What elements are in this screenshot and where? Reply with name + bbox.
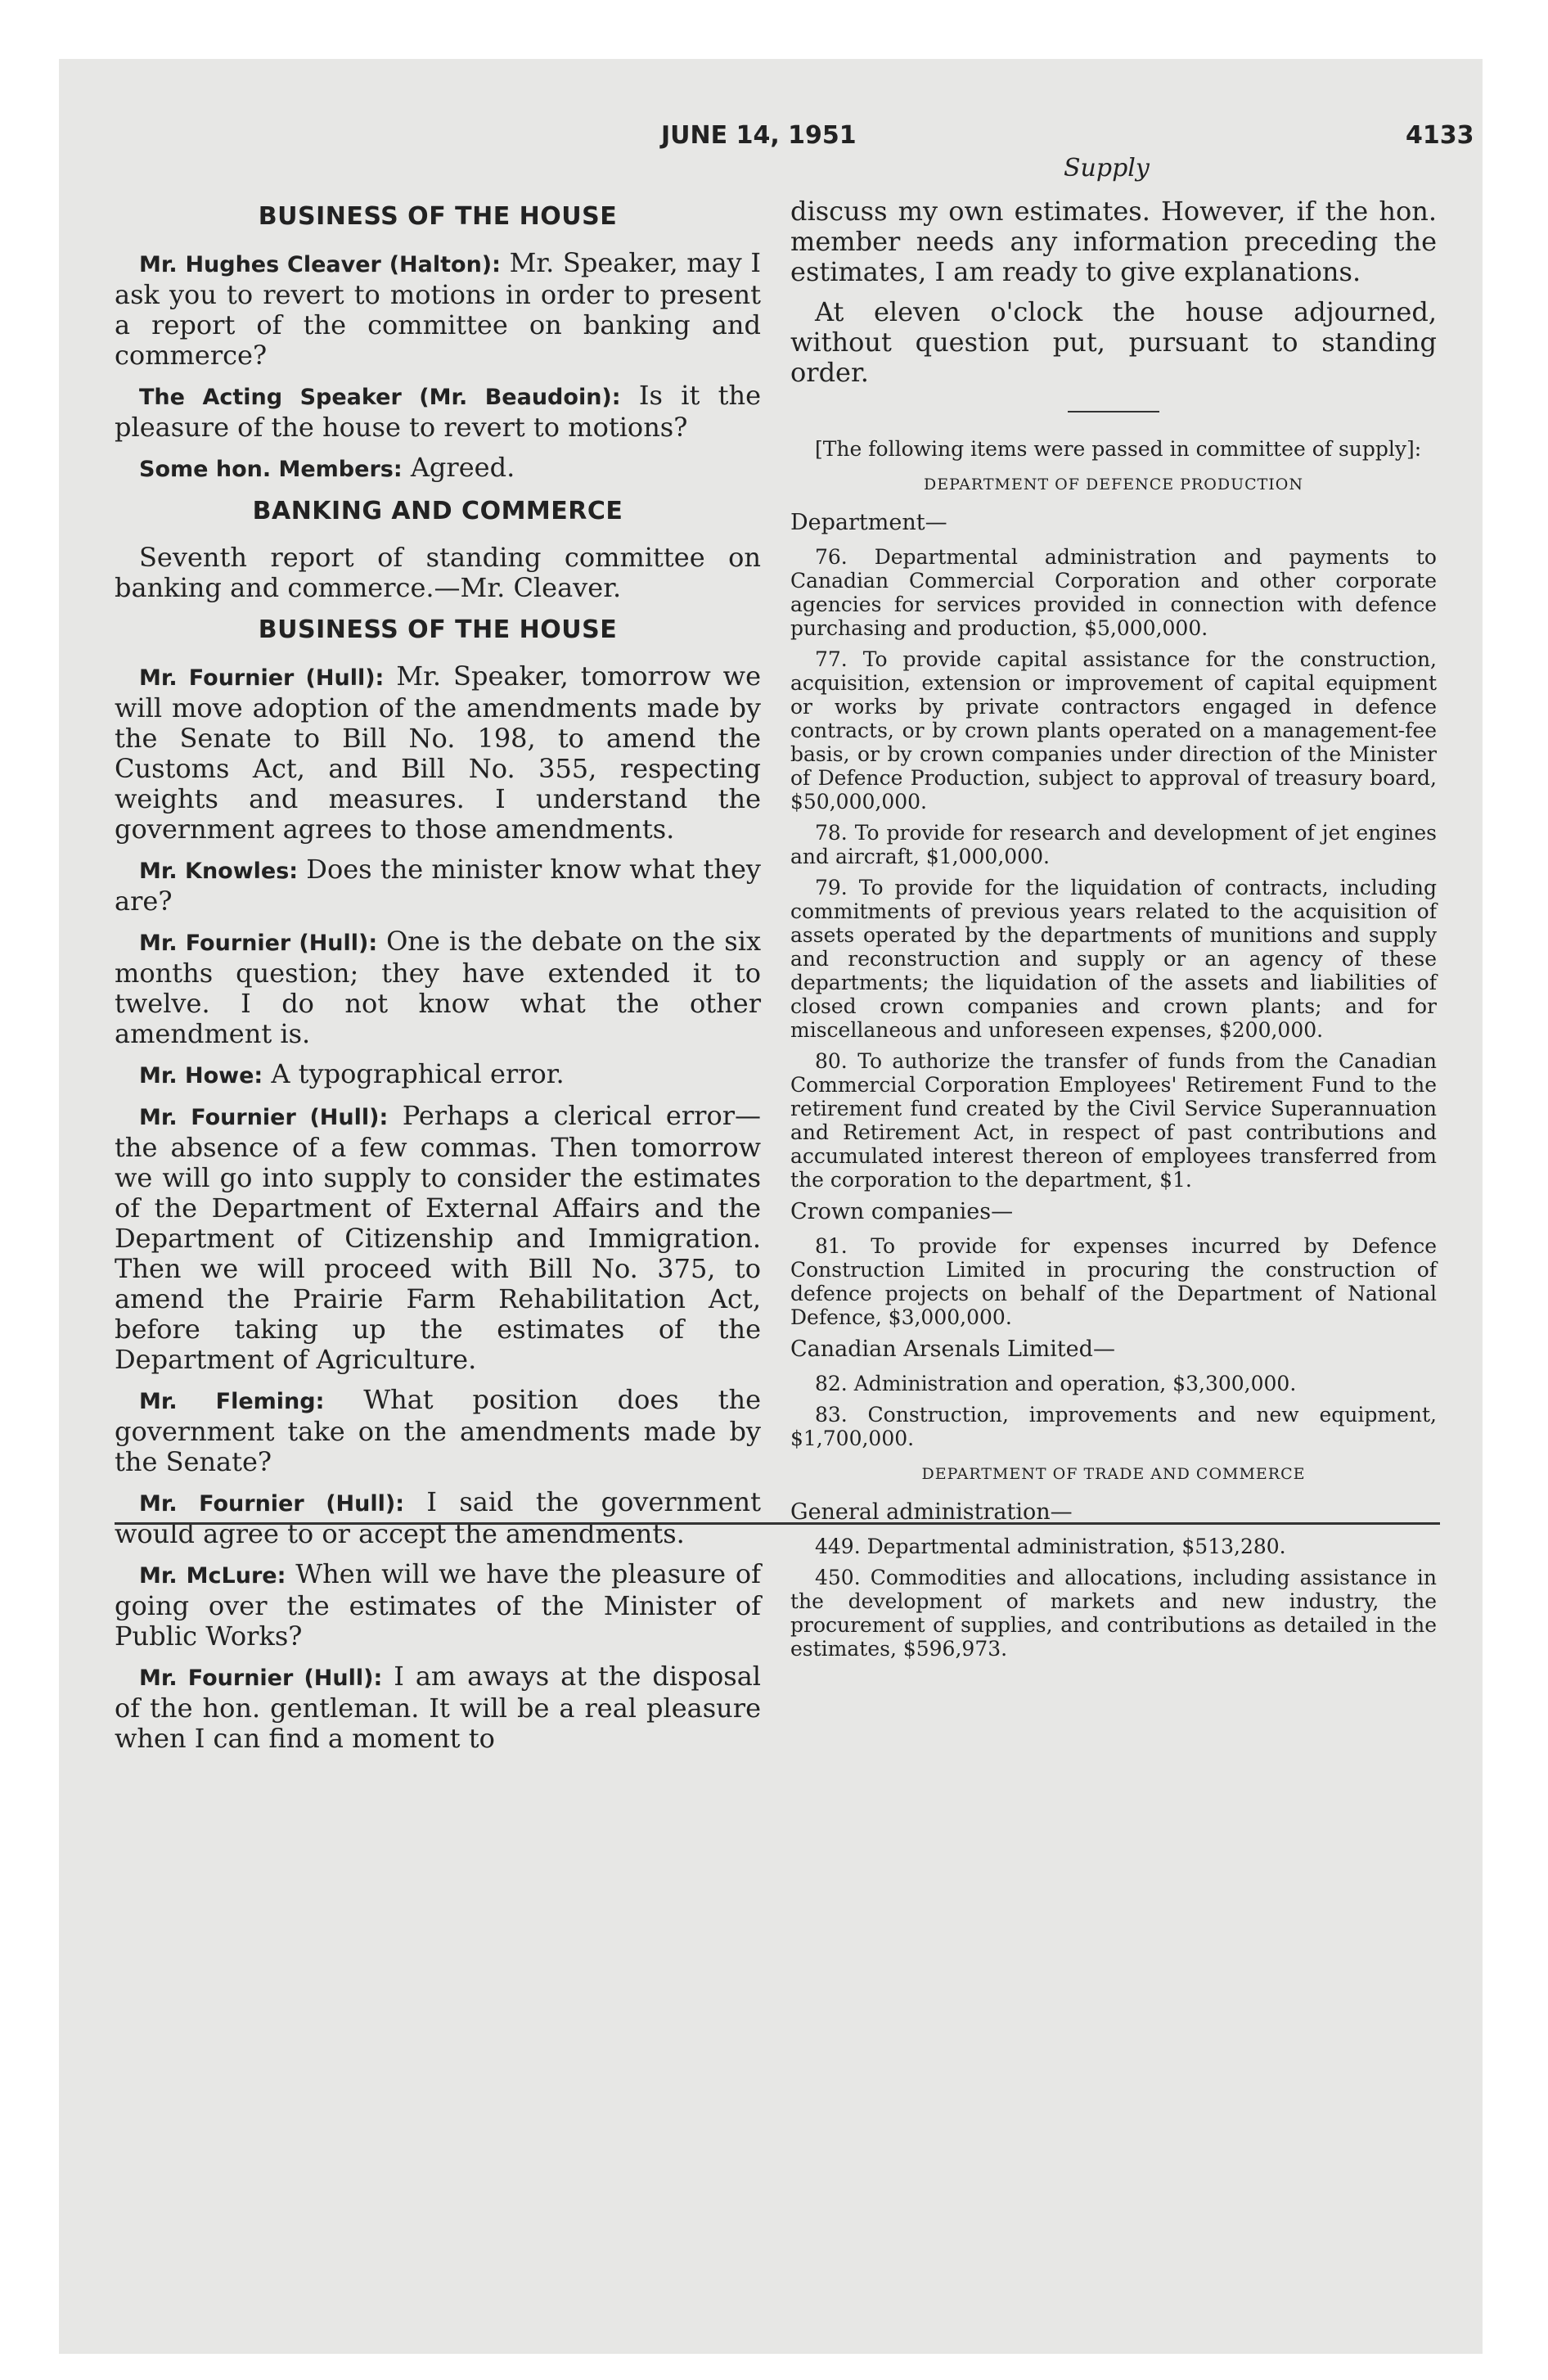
subheading-general-administration: General administration— (790, 1499, 1073, 1525)
subheading-department: Department— (790, 510, 947, 535)
committee-note: [The following items were passed in committee of supply]: (815, 437, 1422, 461)
speech-text: Perhaps a clerical error—the absence of a few commas. Then tomorrow we will go into supply to consider the estimates of the Department of External Affairs and the Department of Citizenship and Immigration. Then we will proceed with Bill No. 375, to amend the Prairie Farm Rehabilitation Act, before taking up the estimates of the Department of Agriculture. (115, 1100, 762, 1375)
supply-item-449: 449. Departmental administration, $513,280. (815, 1535, 1286, 1558)
speaker-name: Mr. Fleming: (139, 1389, 325, 1414)
page-number: 4133 (1406, 121, 1474, 150)
paragraph (115, 1385, 761, 1477)
supply-item-76: 76. Departmental administration and payments to Canadian Commercial Corporation and other corporate agencies for services provided in connection with defence purchasing and production, $5,000,000. (790, 545, 1437, 640)
paragraph (115, 381, 761, 443)
speech-text: Is it the pleasure of the house to revert to motions? (115, 380, 762, 443)
supply-item-81: 81. To provide for expenses incurred by Defence Construction Limited in procuring the construction of defence projects on behalf of the Department of National Defence, $3,000,000. (790, 1234, 1437, 1329)
divider (1068, 411, 1159, 412)
speech-text: I am aways at the disposal of the hon. gentleman. It will be a real pleasure when I can find a moment to (115, 1661, 762, 1754)
speaker-name: Mr. Knowles: (139, 859, 299, 884)
bottom-rule (115, 1522, 1440, 1525)
section-title: Supply (1064, 154, 1150, 183)
right-column (790, 196, 1437, 1668)
paragraph: discuss my own estimates. However, if the hon. member needs any information preceding the estimates, I am ready to give explanations. (790, 196, 1437, 287)
supply-item-80: 80. To authorize the transfer of funds from the Canadian Commercial Corporation Employees' Retirement Fund to the retirement fund created by the Civil Service Superannuation and Retirement Act, in respect of past contributions and accumulated interest thereon of employees transferred from the corporation to the department, $1. (790, 1049, 1437, 1192)
paragraph (115, 1559, 761, 1652)
speaker-name: Mr. Howe: (139, 1063, 263, 1089)
speech-text: When will we have the pleasure of going over the estimates of the Minister of Public Works? (115, 1558, 762, 1652)
supply-item-82: 82. Administration and operation, $3,300,000. (815, 1372, 1297, 1395)
department-heading-defence-production: DEPARTMENT OF DEFENCE PRODUCTION (923, 476, 1304, 494)
heading-banking-and-commerce: BANKING AND COMMERCE (252, 497, 623, 525)
supply-item-83: 83. Construction, improvements and new equipment, $1,700,000. (790, 1403, 1437, 1450)
speaker-name: Mr. Fournier (Hull): (139, 665, 385, 691)
paragraph (115, 926, 761, 1049)
paragraph (115, 1661, 761, 1754)
speech-text: Does the minister know what they are? (115, 854, 762, 917)
speech-text: Agreed. (410, 452, 515, 483)
paragraph: Seventh report of standing committee on banking and commerce.—Mr. Cleaver. (115, 542, 761, 603)
paragraph (115, 248, 761, 371)
supply-item-79: 79. To provide for the liquidation of contracts, including commitments of previous years related to the acquisition of assets operated by the departments of munitions and supply and reconstruction and supply or an agency of these departments; the liquidation of the assets and liabilities of closed crown companies and crown plants; and for miscellaneous and unforeseen expenses, $200,000. (790, 876, 1437, 1042)
paragraph (115, 1487, 761, 1549)
speech-text: What position does the government take on the amendments made by the Senate? (115, 1384, 762, 1477)
paragraph (115, 1101, 761, 1375)
supply-item-450: 450. Commodities and allocations, including assistance in the development of markets and new industry, the procurement of supplies, and contributions as detailed in the estimates, $596,973. (790, 1566, 1437, 1661)
paragraph (115, 854, 761, 917)
supply-item-77: 77. To provide capital assistance for the construction, acquisition, extension or improvement of capital equipment or works by private contractors engaged in defence contracts, or by crown plants operated on a management-fee basis, or by crown companies under direction of the Minister of Defence Production, subject to approval of treasury board, $50,000,000. (790, 647, 1437, 814)
speaker-name: Mr. Fournier (Hull): (139, 1666, 383, 1691)
paragraph (115, 661, 761, 845)
paragraph (115, 1059, 761, 1091)
left-column (115, 201, 761, 1764)
subheading-crown-companies: Crown companies— (790, 1199, 1014, 1224)
speech-text: One is the debate on the six months question; they have extended it to twelve. I do not know what the other amendment is. (115, 926, 761, 1049)
supply-item-78: 78. To provide for research and development of jet engines and aircraft, $1,000,000. (790, 821, 1437, 868)
department-heading-trade-and-commerce: DEPARTMENT OF TRADE AND COMMERCE (921, 1465, 1306, 1483)
paragraph (115, 453, 761, 485)
speech-text: Mr. Speaker, may I ask you to revert to motions in order to present a report of the committee on banking and commerce? (115, 247, 762, 371)
speaker-name: Mr. McLure: (139, 1563, 286, 1589)
speech-text: I said the government would agree to or accept the amendments. (115, 1486, 761, 1549)
speaker-name: The Acting Speaker (Mr. Beaudoin): (139, 385, 621, 410)
speaker-name: Mr. Fournier (Hull): (139, 1491, 405, 1517)
speaker-name: Mr. Hughes Cleaver (Halton): (139, 252, 501, 277)
adjournment-paragraph: At eleven o'clock the house adjourned, without question put, pursuant to standing order. (790, 296, 1437, 388)
header-date: JUNE 14, 1951 (661, 121, 857, 150)
speaker-name: Mr. Fournier (Hull): (139, 931, 378, 956)
speaker-name: Some hon. Members: (139, 457, 403, 482)
heading-business-of-the-house-2: BUSINESS OF THE HOUSE (258, 615, 618, 644)
heading-business-of-the-house-1: BUSINESS OF THE HOUSE (258, 202, 618, 231)
speech-text: Mr. Speaker, tomorrow we will move adoption of the amendments made by the Senate to Bill No. 198, to amend the Customs Act, and Bill No. 355, respecting weights and measures. I understand the government agrees to those amendments. (115, 660, 762, 845)
subheading-canadian-arsenals: Canadian Arsenals Limited— (790, 1336, 1115, 1362)
speech-text: A typographical error. (271, 1058, 565, 1089)
speaker-name: Mr. Fournier (Hull): (139, 1105, 389, 1130)
